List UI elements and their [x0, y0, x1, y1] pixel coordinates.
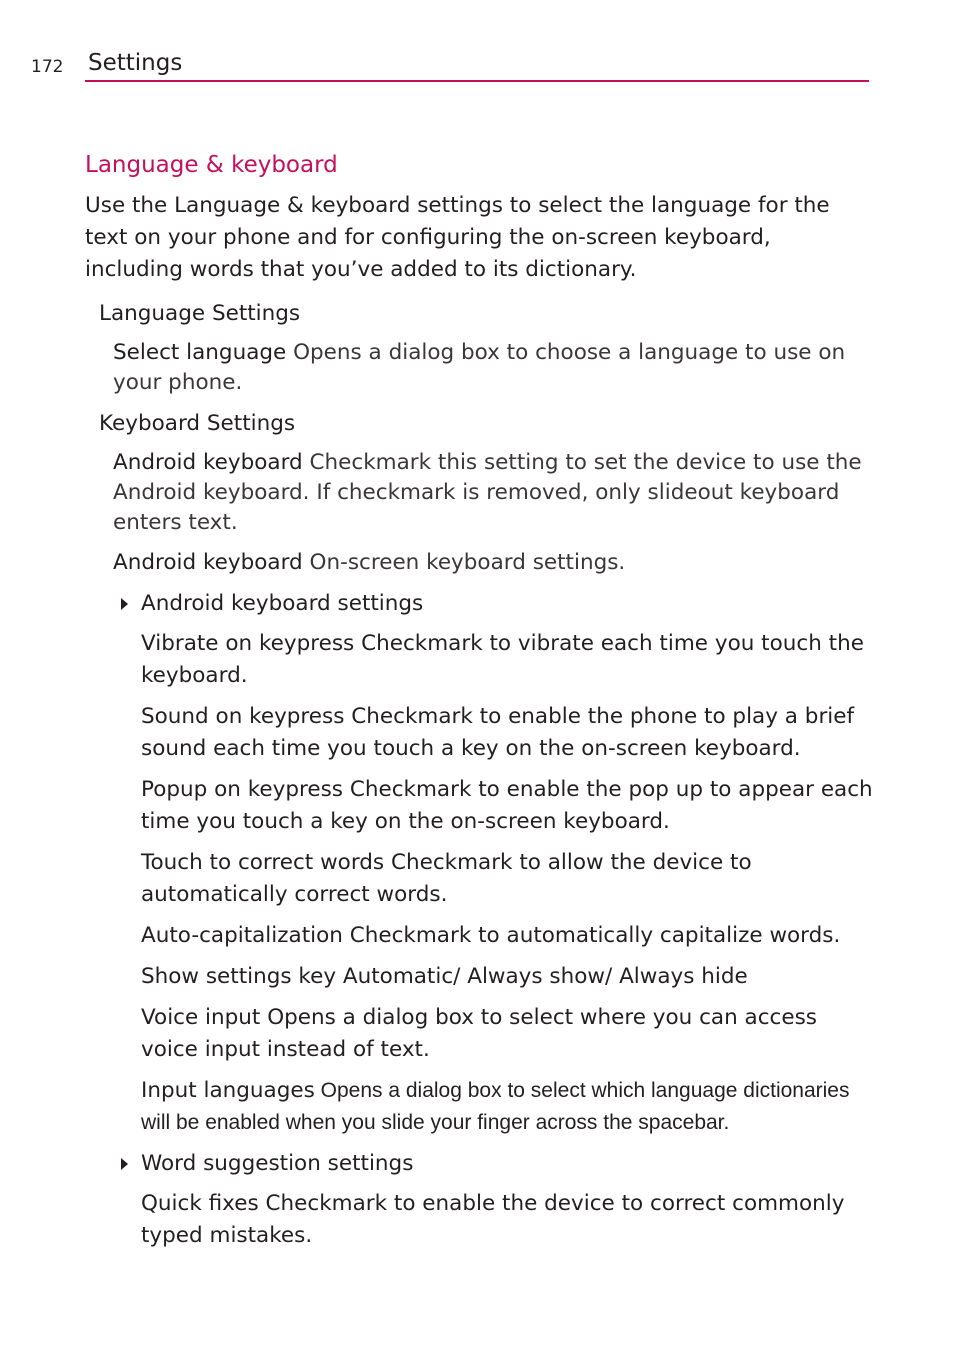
triangle-bullet-icon [121, 1158, 128, 1170]
entry-select-language [113, 338, 875, 398]
bullet-word-suggestion-settings [121, 1148, 875, 1180]
entry-desc: Checkmark to automatically capitalize words. [342, 923, 841, 948]
entry-show-settings-key [141, 961, 875, 993]
bullet-android-keyboard-settings [121, 588, 875, 620]
section-intro: Use the Language & keyboard settings to select the language for the text on your phone and for configuring the on-screen keyboard, including words that you’ve added to its dictionary. [85, 193, 830, 282]
entry-desc: Checkmark this setting to set the device to use the Android keyboard. If checkmark is removed, only slideout keyboard enters text. [113, 450, 862, 535]
entry-desc: Opens a dialog box to choose a language to use on your phone. [113, 340, 846, 395]
entry-android-keyboard-checkmark [113, 448, 875, 538]
entry-desc: On-screen keyboard settings. [302, 550, 626, 575]
entry-desc: Checkmark to enable the pop up to appear each time you touch a key on the on-screen keyboard. [141, 777, 873, 834]
bullet-label: Word suggestion settings [141, 1151, 414, 1176]
entry-desc: Checkmark to vibrate each time you touch the keyboard. [141, 631, 864, 688]
entry-desc: Opens a dialog box to select which language dictionaries will be enabled when you slide your finger across the spacebar. [141, 1079, 850, 1134]
entry-desc: Automatic/ Always show/ Always hide [336, 964, 748, 989]
entry-term: Android keyboard [113, 450, 303, 475]
entry-auto-capitalization [141, 920, 875, 952]
entry-desc: Checkmark to allow the device to automatically correct words. [141, 850, 752, 907]
section-title: Language & keyboard [85, 152, 338, 178]
entry-term: Quick fixes [141, 1191, 259, 1216]
entry-desc: Opens a dialog box to select where you can access voice input instead of text. [141, 1005, 818, 1062]
entry-touch-to-correct-words [141, 847, 875, 911]
entry-vibrate-on-keypress [141, 628, 875, 692]
entry-term: Select language [113, 340, 287, 365]
entry-popup-on-keypress [141, 774, 875, 838]
entry-term: Android keyboard [113, 550, 303, 575]
page-content [85, 148, 875, 1261]
entry-term: Popup on keypress [141, 777, 344, 802]
entry-input-languages [141, 1075, 875, 1139]
entry-term: Touch to correct words [141, 850, 385, 875]
entry-term: Voice input [141, 1005, 261, 1030]
entry-android-keyboard-onscreen [113, 548, 875, 578]
entry-term: Show settings key [141, 964, 337, 989]
entry-term: Input languages [141, 1078, 315, 1103]
entry-sound-on-keypress [141, 701, 875, 765]
language-settings-heading: Language Settings [99, 301, 301, 326]
triangle-bullet-icon [121, 598, 128, 610]
entry-term: Auto-capitalization [141, 923, 343, 948]
entry-desc: Checkmark to enable the phone to play a brief sound each time you touch a key on the on-screen keyboard. [141, 704, 855, 761]
entry-term: Sound on keypress [141, 704, 345, 729]
entry-desc: Checkmark to enable the device to correct commonly typed mistakes. [141, 1191, 845, 1248]
header-rule [85, 80, 869, 82]
entry-quick-fixes [141, 1188, 875, 1252]
entry-term: Vibrate on keypress [141, 631, 355, 656]
entry-voice-input [141, 1002, 875, 1066]
running-head-title: Settings [88, 50, 183, 76]
page-number: 172 [31, 57, 64, 77]
bullet-label: Android keyboard settings [141, 591, 424, 616]
keyboard-settings-heading: Keyboard Settings [99, 411, 296, 436]
